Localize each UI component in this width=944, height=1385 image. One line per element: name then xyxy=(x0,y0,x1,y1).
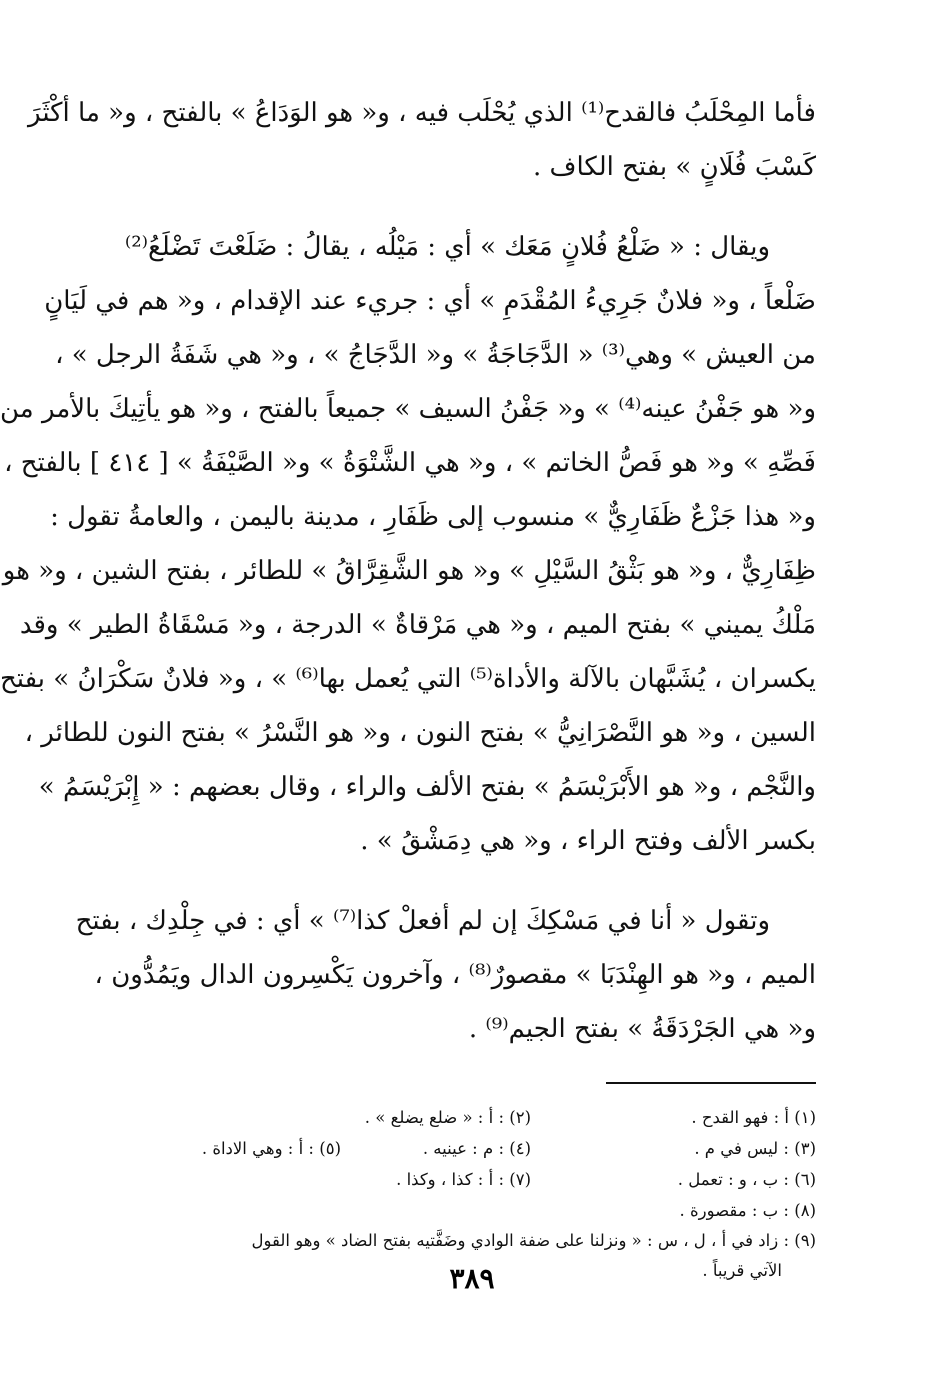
footnote-row xyxy=(132,1195,816,1226)
paragraph-1 xyxy=(27,86,816,194)
text-line: يكسران ، يُشَبَّهان بالآلة والأداة⁽⁵⁾ التي يُعمل بها⁽⁶⁾ » ، و« فلانٌ سَكْرَانُ » بفتح xyxy=(0,664,816,694)
text-line: والنَّجْم ، و« هو الأَبْرَيْسَمُ » بفتح الألف والراء ، وقال بعضهم : « إِبْرَيْسَمُ » xyxy=(38,772,816,802)
footnote-row xyxy=(132,1164,816,1195)
footnote-3: (٣) : ليس في م . xyxy=(694,1139,816,1158)
footnote-1: (١) أ : فهو القدح . xyxy=(691,1108,816,1127)
text-line: السين ، و« هو النَّصْرَانِيُّ » بفتح النون ، و« هو النَّسْرُ » بفتح النون للطائر ، xyxy=(24,718,816,748)
footnotes xyxy=(132,1102,816,1286)
footnote-row xyxy=(132,1133,816,1164)
page-number: ٣٨٩ xyxy=(449,1264,495,1295)
paragraph-2 xyxy=(0,220,816,868)
footnote-7: (٧) : أ : كذا ، وكذا . xyxy=(396,1170,531,1189)
text-line: كَسْبَ فُلَانٍ » بفتح الكاف . xyxy=(532,152,816,182)
paragraph-3 xyxy=(75,894,816,1056)
text-line: فأما المِحْلَبُ فالقدح⁽¹⁾ الذي يُحْلَب فيه ، و« هو الوَدَاعُ » بالفتح ، و« ما أكْثَرَ xyxy=(27,98,816,128)
text-line: من العيش » وهي⁽³⁾ « الدَّجَاجَةُ » و« الدَّجَاجُ » ، و« هي شَفَةُ الرجل » ، xyxy=(55,340,816,370)
text-line: و« هي الجَرْدَقَةُ » بفتح الجيم⁽⁹⁾ . xyxy=(468,1014,816,1044)
text-line: و« هذا جَزْعٌ ظَفَارِيٌّ » منسوب إلى ظَفَارِ ، مدينة باليمن ، والعامةُ تقول : xyxy=(50,502,816,532)
footnote-6: (٦) : ب ، و : تعمل . xyxy=(677,1170,816,1189)
text-line: بكسر الألف وفتح الراء ، و« هي دِمَشْقُ » . xyxy=(360,826,816,856)
footnote-9-line: الآتي قريباً . xyxy=(702,1261,782,1280)
footnote-5: (٥) : أ : وهي الاداة . xyxy=(201,1139,341,1158)
footnote-4: (٤) : م : عينيه . xyxy=(422,1139,531,1158)
footnote-row xyxy=(132,1102,816,1133)
text-line: مَلْكُ يميني » بفتح الميم ، و« هي مَرْقاةٌ » الدرجة ، و« مَسْقَاةُ الطير » وقد xyxy=(19,610,816,640)
text-line: ظِفَارِيٌّ ، و« هو بَثْقُ السَّيْلِ » و« هو الشَّقِرَّاقُ » للطائر ، بفتح الشين ، و« هو xyxy=(2,556,816,586)
footnote-2: (٢) : أ : « ضلع يضلع » . xyxy=(364,1108,531,1127)
text-line: ضَلْعاً ، و« فلانٌ جَرِيءُ المُقْدَمِ » أي : جريء عند الإقدام ، و« هم في لَيَانٍ xyxy=(44,286,816,316)
text-line: ويقال : « ضَلْعُ فُلانٍ مَعَك » أي : مَيْلُه ، يقالُ : ضَلَعْتَ تَضْلَعُ⁽²⁾ xyxy=(124,232,770,262)
text-line: الميم ، و« هو الهِنْدَبَا » مقصورٌ⁽⁸⁾ ، وآخرون يَكْسِرون الدال ويَمُدُّون ، xyxy=(94,960,816,990)
text-line: وتقول « أنا في مَسْكِكَ إن لم أفعلْ كذا⁽⁷⁾ » أي : في جِلْدِك ، بفتح xyxy=(75,906,770,936)
footnote-8: (٨) : ب : مقصورة . xyxy=(679,1201,816,1220)
footnote-separator xyxy=(606,1082,816,1084)
text-line: فَصِّهِ » و« هو فَصُّ الخاتم » ، و« هي الشَّتْوَةُ » و« الصَّيْفَةُ » [ ٤١٤ ] بالفتح ، xyxy=(4,448,816,478)
footnote-9-line: (٩) : زاد في أ ، ل ، س : « ونزلنا على ضفة الوادي وضَفَّتيه بفتح الضاد » وهو القول xyxy=(251,1231,816,1250)
text-line: و« هو جَفْنُ عينه⁽⁴⁾ » و« جَفْنُ السيف » جميعاً بالفتح ، و« هو يأتِيكَ بالأمر من xyxy=(0,394,816,424)
